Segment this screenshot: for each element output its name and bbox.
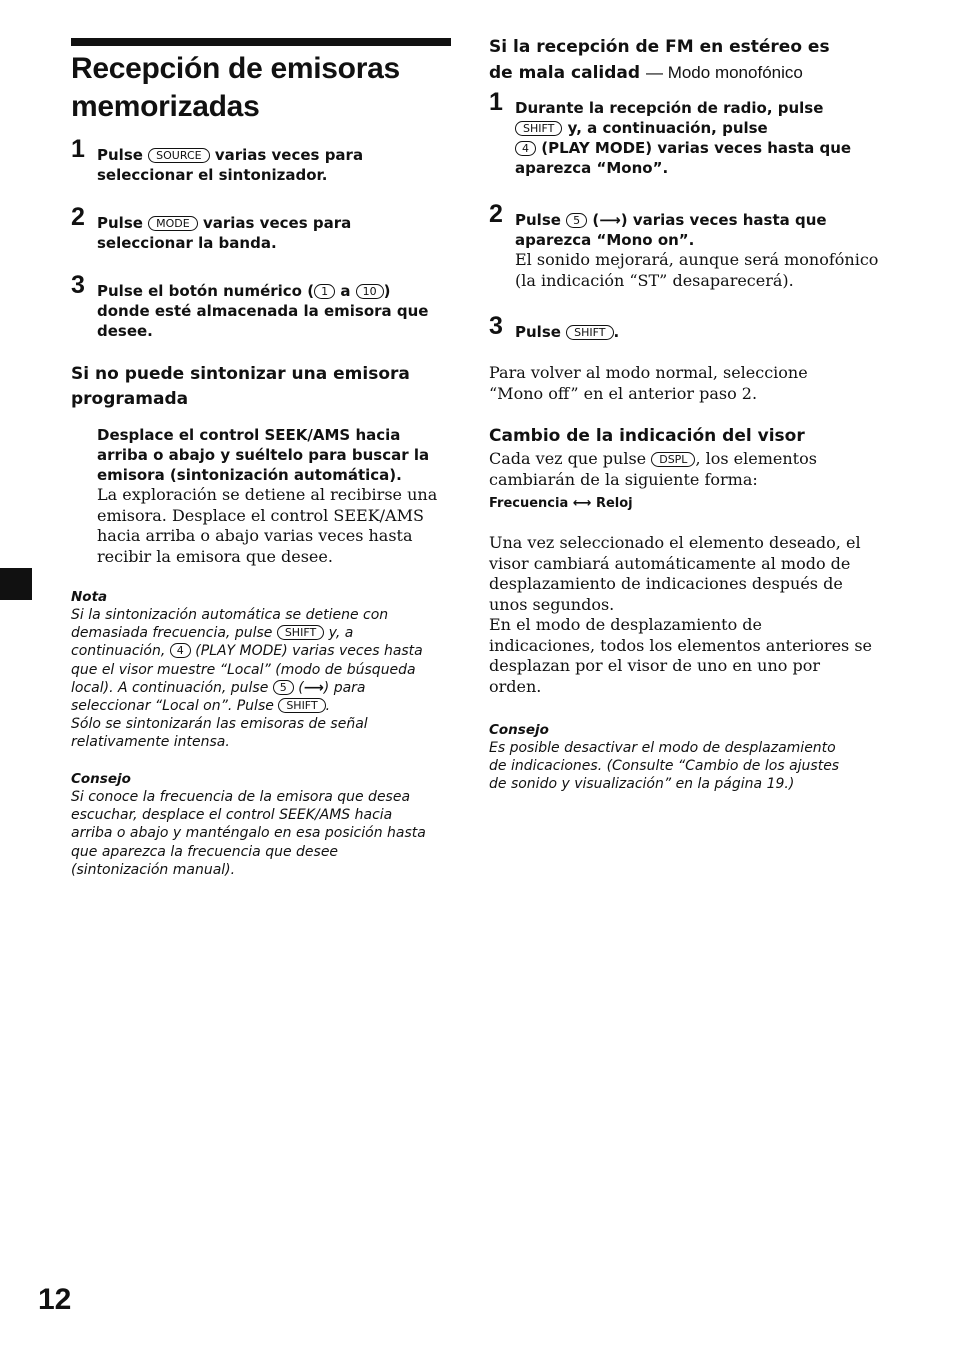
- step-number: 1: [71, 135, 85, 163]
- right-step-3: [489, 312, 885, 342]
- text: desee.: [97, 322, 153, 340]
- nota-label: Nota: [71, 589, 108, 605]
- key-4-icon: 4: [515, 141, 536, 156]
- nota-block: [71, 588, 461, 752]
- text: orden.: [489, 676, 542, 696]
- text: Durante la recepción de radio, pulse: [515, 99, 824, 117]
- key-10-icon: 10: [356, 284, 384, 299]
- page-number: 12: [38, 1283, 72, 1316]
- text: y, a continuación, pulse: [567, 119, 768, 137]
- text: , los elementos: [695, 449, 817, 468]
- text: .: [613, 323, 620, 341]
- dspl-key-icon: DSPL: [651, 452, 695, 467]
- text: indicaciones, todos los elementos anteriores se: [489, 635, 873, 655]
- step-number: 1: [489, 88, 503, 116]
- right-step-2: [489, 200, 885, 291]
- display-heading: Cambio de la indicación del visor: [489, 426, 805, 446]
- section-tab-marker: [0, 568, 32, 600]
- text: Pulse: [515, 323, 561, 341]
- key-5-icon: 5: [273, 680, 294, 695]
- text: Si la sintonización automática se detiene con: [71, 607, 389, 623]
- text: que el visor muestre “Local” (modo de búsqueda: [71, 661, 416, 678]
- step-number: 3: [71, 271, 85, 299]
- text: (PLAY MODE) varias veces hasta que: [541, 139, 852, 157]
- shift-key-icon: SHIFT: [515, 121, 562, 136]
- text: Para volver al modo normal, seleccione: [489, 363, 808, 382]
- text: escuchar, desplace el control SEEK/AMS hacia: [71, 807, 393, 824]
- text: ) varias veces hasta que: [620, 211, 827, 229]
- text: El sonido mejorará, aunque será monofónico: [515, 250, 879, 269]
- right-arrow-icon: ⟶: [599, 211, 621, 229]
- consejo-label: Consejo: [71, 771, 131, 787]
- text: seleccionar el sintonizador.: [97, 166, 328, 184]
- key-4-icon: 4: [170, 643, 191, 658]
- consejo-block-left: [71, 770, 461, 879]
- text: de mala calidad: [489, 63, 641, 83]
- auto-tuning-block: [97, 425, 457, 567]
- consejo-label: Consejo: [489, 722, 549, 738]
- text: unos segundos.: [489, 594, 615, 614]
- text: La exploración se detiene al recibirse una: [97, 485, 438, 504]
- text: programada: [71, 389, 189, 409]
- text: que aparezca la frecuencia que desee: [71, 843, 339, 860]
- text: seleccionar “Local on”. Pulse: [71, 698, 274, 715]
- text: arriba o abajo y manténgalo en esa posición hasta: [71, 825, 426, 842]
- section-heading-no-sintonizar: [71, 362, 461, 412]
- text: desplazamiento de indicaciones después de: [489, 574, 843, 593]
- text: varias veces para: [202, 214, 352, 232]
- text: hacia arriba o abajo varias veces hasta: [97, 526, 413, 545]
- text: emisora (sintonización automática).: [97, 466, 402, 484]
- text: Desplace el control SEEK/AMS hacia: [97, 426, 401, 444]
- text: continuación,: [71, 643, 166, 660]
- text: aparezca “Mono on”.: [515, 231, 695, 249]
- double-arrow-icon: ⟷: [572, 496, 592, 511]
- text: relativamente intensa.: [71, 734, 230, 751]
- consejo-block-right: [489, 721, 889, 794]
- text: a: [340, 282, 351, 300]
- text: Es posible desactivar el modo de desplazamiento: [489, 740, 836, 756]
- text: (: [592, 211, 600, 229]
- text: Cada vez que pulse: [489, 449, 647, 468]
- text: demasiada frecuencia, pulse: [71, 625, 273, 642]
- text: Frecuencia: [489, 496, 569, 511]
- mode-key-icon: MODE: [148, 216, 198, 231]
- text: desplazan por el visor de uno en uno por: [489, 656, 821, 675]
- text: Sólo se sintonizarán las emisoras de señal: [71, 716, 368, 733]
- text: y, a: [328, 625, 354, 642]
- text: local). A continuación, pulse: [71, 679, 269, 696]
- text: .: [325, 698, 331, 715]
- text: (PLAY MODE) varias veces hasta: [195, 643, 423, 660]
- text: (: [298, 679, 304, 696]
- text: Si conoce la frecuencia de la emisora que desea: [71, 789, 411, 805]
- shift-key-icon: SHIFT: [277, 625, 324, 640]
- display-section: [489, 424, 889, 697]
- text: Pulse: [97, 146, 143, 164]
- text: (sintonización manual).: [71, 861, 236, 878]
- text: Si no puede sintonizar una emisora: [71, 364, 410, 384]
- source-key-icon: SOURCE: [148, 148, 209, 163]
- step-number: 3: [489, 312, 503, 340]
- title-rule: [71, 38, 451, 46]
- key-5-icon: 5: [566, 213, 587, 228]
- step-number: 2: [489, 200, 503, 228]
- left-step-1: [71, 135, 457, 185]
- left-step-3: [71, 271, 457, 341]
- text: de sonido y visualización” en la página 19.): [489, 776, 795, 793]
- text: “Mono off” en el anterior paso 2.: [489, 383, 758, 403]
- text: Pulse el botón numérico (: [97, 282, 315, 300]
- text: cambiarán de la siguiente forma:: [489, 469, 758, 489]
- left-step-2: [71, 203, 457, 253]
- text: visor cambiará automáticamente al modo de: [489, 553, 851, 573]
- text: Pulse: [97, 214, 143, 232]
- section-heading-mono: [489, 35, 889, 86]
- text: ): [383, 282, 391, 300]
- text: aparezca “Mono”.: [515, 159, 669, 177]
- text: donde esté almacenada la emisora que: [97, 302, 429, 320]
- mono-off-paragraph: [489, 363, 889, 404]
- key-1-icon: 1: [314, 284, 335, 299]
- text: emisora. Desplace el control SEEK/AMS: [97, 505, 424, 525]
- text: Reloj: [595, 496, 633, 511]
- text: seleccionar la banda.: [97, 234, 277, 252]
- page-title: [71, 50, 461, 126]
- text: En el modo de desplazamiento de: [489, 615, 763, 634]
- text: — Modo monofónico: [645, 63, 803, 82]
- text: recibir la emisora que desee.: [97, 546, 333, 566]
- shift-key-icon: SHIFT: [566, 325, 613, 340]
- step-number: 2: [71, 203, 85, 231]
- text: (la indicación “ST” desaparecerá).: [515, 270, 794, 290]
- text: de indicaciones. (Consulte “Cambio de los ajustes: [489, 758, 840, 775]
- right-step-1: [489, 88, 885, 178]
- text: Una vez seleccionado el elemento deseado, el: [489, 533, 861, 552]
- text: arriba o abajo y suéltelo para buscar la: [97, 446, 430, 464]
- text: varias veces para: [214, 146, 364, 164]
- text: Si la recepción de FM en estéreo es: [489, 37, 830, 57]
- page-title-line1: Recepción de emisoras: [71, 52, 400, 85]
- display-sequence: [489, 495, 889, 513]
- shift-key-icon: SHIFT: [278, 698, 325, 713]
- right-arrow-icon: ⟶: [303, 679, 324, 696]
- text: ) para: [323, 679, 366, 696]
- page-title-line2: memorizadas: [71, 90, 260, 123]
- text: Pulse: [515, 211, 561, 229]
